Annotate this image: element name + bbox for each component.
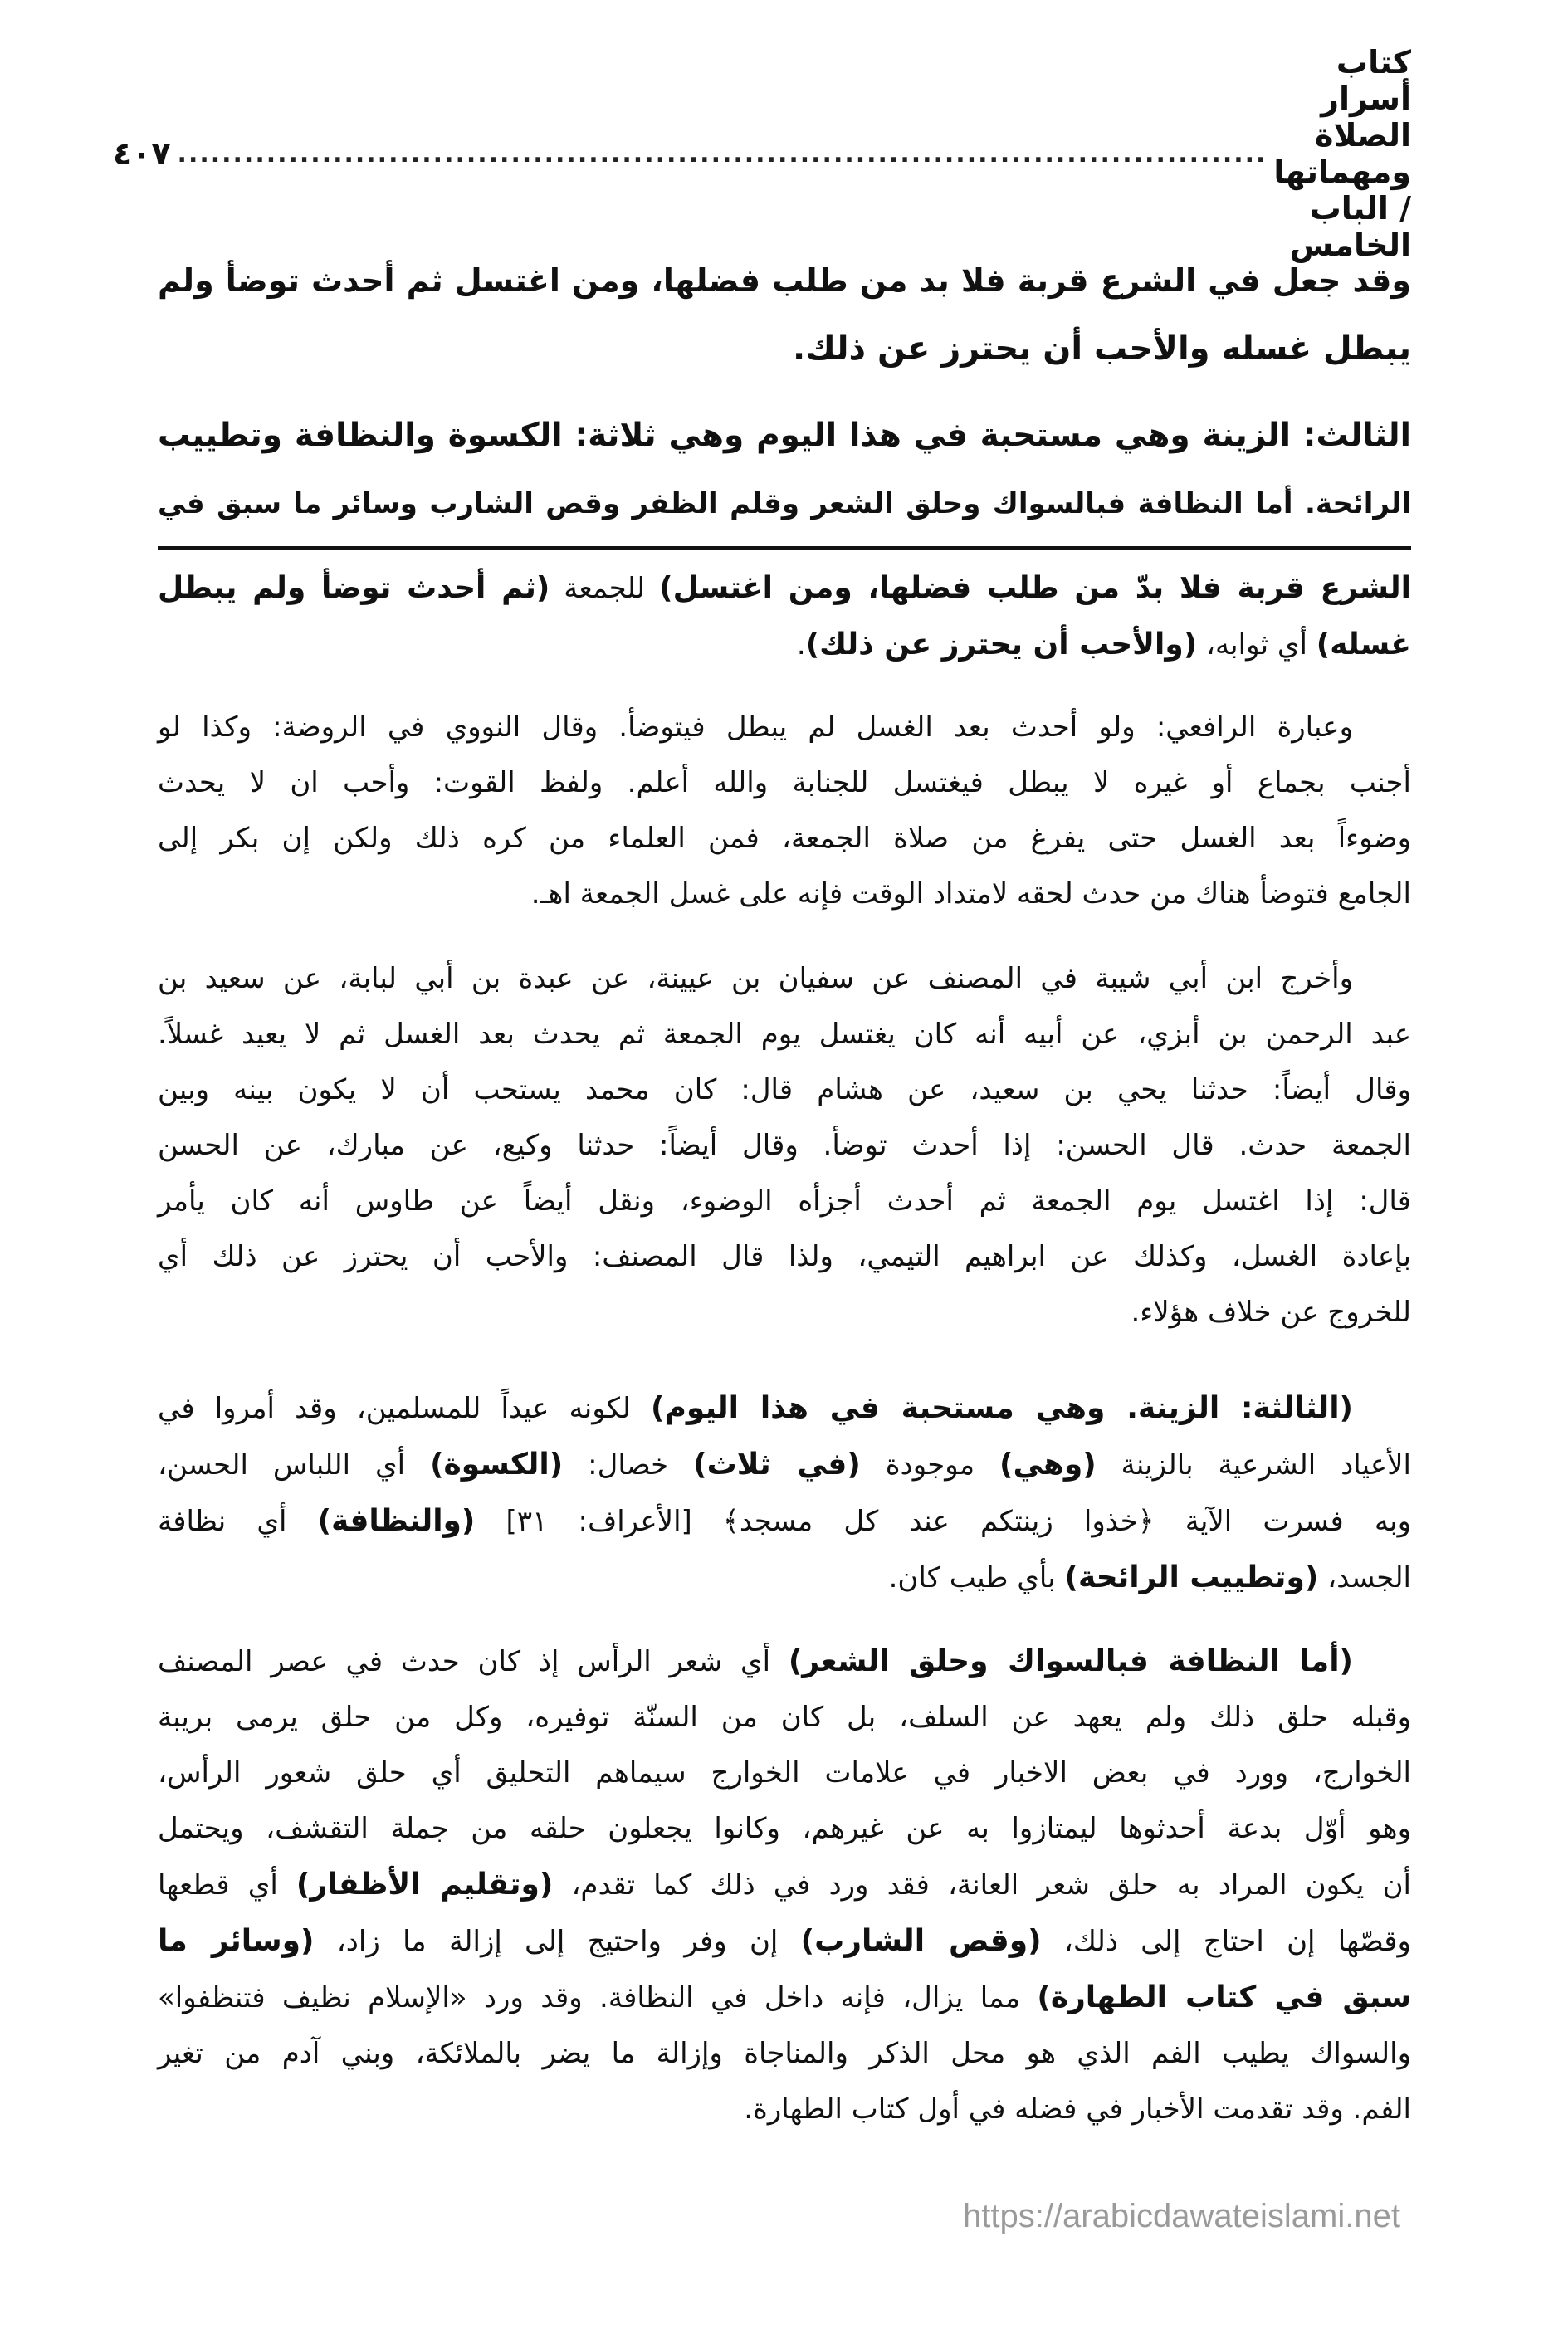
text-segment: الأعياد الشرعية بالزينة [1096,1448,1412,1482]
text-segment: الرائحة. أما النظافة فبالسواك وحلق الشعر وقلم الظفر وقص الشارب وسائر ما سبق في [158,487,1411,520]
text-segment: إن وفر واحتيج إلى إزالة ما زاد، [314,1925,801,1958]
text-line [158,1633,1411,1690]
text-line [158,2082,1411,2137]
matn-paragraph [158,402,1411,538]
matn-quote: (وتقليم الأظفار) [296,1868,554,1902]
text-segment: قال: إذا اغتسل يوم الجمعة ثم أحدث أجزأه الوضوء، ونقل أيضاً عن طاوس أنه كان يأمر [158,1184,1411,1218]
leader-dots: .................................................................................................. [177,139,1268,168]
text-line [158,1118,1411,1174]
text-line [158,1174,1411,1229]
text-line [158,1690,1411,1746]
text-segment: وقبله حلق ذلك ولم يعهد عن السلف، بل كان من السنّة توفيره، وكل من حلق يرمى بريبة [158,1701,1411,1734]
text-segment: وهو أوّل بدعة أحدثوها ليمتازوا به عن غيرهم، وكانوا يجعلون حلقه من جملة التقشف، ويحتمل [158,1812,1411,1845]
matn-paragraph [158,247,1411,383]
text-line [158,755,1411,811]
text-line [158,1285,1411,1340]
text-line [158,470,1411,538]
text-segment: وقصّها إن احتاج إلى ذلك، [1041,1925,1411,1958]
text-line [158,617,1411,673]
matn-quote: (والأحب أن يحترز عن ذلك) [805,628,1198,662]
text-line [158,700,1411,755]
matn-quote: (وسائر ما [158,1924,315,1958]
text-segment: . [796,628,806,662]
text-segment: وبه فسرت الآية ﴿خذوا زينتكم عند كل مسجد﴾ [الأعراف: ٣١] [475,1505,1412,1538]
watermark-url: https://arabicdawateislami.net [963,2198,1400,2234]
text-segment: الفم. وقد تقدمت الأخبار في فضله في أول كتاب الطهارة. [744,2093,1411,2126]
text-segment: يبطل غسله والأحب أن يحترز عن ذلك. [793,330,1411,368]
matn-quote: (الثالثة: الزينة. وهي مستحبة في هذا اليوم) [651,1391,1353,1425]
text-segment: للخروج عن خلاف هؤلاء. [1131,1296,1411,1329]
commentary-paragraph [158,700,1411,922]
text-line [158,811,1411,867]
text-segment: وضوءاً بعد الغسل حتى يفرغ من صلاة الجمعة، فمن العلماء من كره ذلك ولكن إن بكر إلى [158,822,1411,855]
matn-quote: (الكسوة) [430,1448,564,1482]
text-segment: لكونه عيداً للمسلمين، وقد أمروا في [158,1392,652,1425]
text-line [158,1970,1411,2026]
matn-quote: (وهي) [999,1448,1097,1482]
text-line [158,951,1411,1007]
text-line [158,1801,1411,1857]
text-segment: وقد جعل في الشرع قربة فلا بد من طلب فضلها، ومن اغتسل ثم أحدث توضأ ولم [158,262,1411,299]
text-line [158,1007,1411,1062]
text-line [158,2026,1411,2082]
text-line [158,1746,1411,1801]
text-segment: للجمعة [550,572,660,605]
text-segment: الجامع فتوضأ هناك من حدث لحقه لامتداد الوقت فإنه على غسل الجمعة اهـ. [530,877,1411,911]
text-segment: أي شعر الرأس إذ كان حدث في عصر المصنف [158,1645,789,1678]
text-line [158,1493,1411,1550]
matn-quote: سبق في كتاب الطهارة) [1037,1980,1411,2014]
text-line [158,1857,1411,1913]
text-segment: أي ثوابه، [1197,628,1316,662]
text-segment: الثالث: الزينة وهي مستحبة في هذا اليوم وهي ثلاثة: الكسوة والنظافة وتطييب [158,417,1411,454]
text-segment: بإعادة الغسل، وكذلك عن ابراهيم التيمي، ولذا قال المصنف: والأحب أن يحترز عن ذلك أي [158,1240,1411,1273]
matn-quote: (وتطييب الرائحة) [1064,1560,1319,1594]
text-segment: وأخرج ابن أبي شيبة في المصنف عن سفيان بن عيينة، عن عبدة بن أبي لبابة، عن سعيد بن [158,962,1353,995]
text-segment: بأي طيب كان. [888,1561,1065,1594]
text-line [158,315,1411,383]
text-segment: وقال أيضاً: حدثنا يحي بن سعيد، عن هشام قال: كان محمد يستحب أن لا يكون بينه وبين [158,1073,1411,1106]
text-line [158,867,1411,922]
commentary-paragraph [158,1380,1411,1606]
text-segment: أي اللباس الحسن، [158,1448,431,1482]
text-segment: وعبارة الرافعي: ولو أحدث بعد الغسل لم يبطل فيتوضأ. وقال النووي في الروضة: وكذا لو [158,711,1353,744]
text-segment: أي نظافة [158,1505,318,1538]
commentary-paragraph [158,951,1411,1340]
text-line [158,1062,1411,1118]
text-line [158,560,1411,617]
text-line [158,1437,1411,1493]
text-segment: مما يزال، فإنه داخل في النظافة. وقد ورد «الإسلام نظيف فتنظفوا» [158,1981,1038,2014]
matn-quote: (والنظافة) [317,1504,476,1538]
text-segment: أجنب بجماع أو غيره لا يبطل فيغتسل للجنابة والله أعلم. ولفظ القوت: وأحب ان لا يحدث [158,766,1411,799]
text-line [158,247,1411,315]
commentary-paragraph [158,1633,1411,2137]
text-line [158,402,1411,470]
text-segment: أي قطعها [158,1868,296,1902]
text-segment: الجمعة حدث. قال الحسن: إذا أحدث توضأ. وقال أيضاً: حدثنا وكيع، عن مبارك، عن الحسن [158,1129,1411,1162]
text-line [158,1913,1411,1970]
running-header [112,44,1411,263]
text-line [158,1229,1411,1285]
text-segment: الخوارج، وورد في بعض الاخبار في علامات الخوارج سيماهم التحليق أي حلق شعور الرأس، [158,1756,1411,1790]
text-segment: أن يكون المراد به حلق شعر العانة، فقد ورد في ذلك كما تقدم، [553,1868,1411,1902]
text-segment: خصال: [563,1448,694,1482]
page-number: ٤٠٧ [112,135,171,172]
text-segment: والسواك يطيب الفم الذي هو محل الذكر والمناجاة وإزالة ما يضر بالملائكة، وبني آدم من تغير [158,2037,1411,2070]
matn-quote: (وقص الشارب) [800,1924,1042,1958]
footnote-divider [158,546,1411,550]
matn-quote: غسله) [1316,628,1411,662]
text-segment: موجودة [860,1448,1000,1482]
text-line [158,1380,1411,1437]
matn-quote: (ثم أحدث توضأ ولم يبطل [158,571,550,605]
matn-quote: (في ثلاث) [693,1448,861,1482]
matn-quote: (أما النظافة فبالسواك وحلق الشعر) [788,1644,1353,1678]
text-segment: عبد الرحمن بن أبزي، عن أبيه أنه كان يغتسل يوم الجمعة ثم يحدث بعد الغسل ثم لا يعيد غسلاً. [158,1018,1411,1051]
text-line [158,1550,1411,1606]
text-segment: الجسد، [1318,1561,1411,1594]
matn-quote: الشرع قربة فلا بدّ من طلب فضلها، ومن اغتسل) [659,571,1411,605]
commentary-paragraph [158,560,1411,673]
running-header-title: كتاب أسرار الصلاة ومهماتها / الباب الخامس [1273,44,1411,263]
